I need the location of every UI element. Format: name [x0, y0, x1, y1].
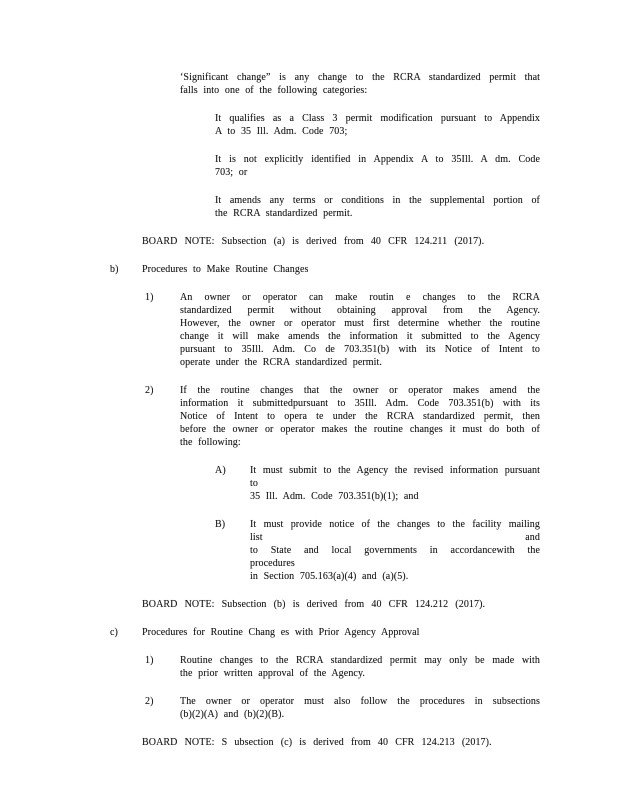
board-note-c: [142, 736, 540, 749]
document-line: It amends any terms or conditions in the supplemental portion of: [215, 195, 540, 206]
subsection-c-heading: [110, 626, 540, 639]
document-line: BOARD NOTE: Subsection (a) is derived from 40 CFR 124.211 (2017).: [142, 236, 485, 247]
document-line: change it will make amends the information it submitted to the Agency: [180, 331, 540, 342]
item-b2A-label: A): [215, 465, 226, 476]
item-c1-label: 1): [145, 655, 154, 666]
item-b1-label: 1): [145, 292, 154, 303]
document-line: 703; or: [215, 167, 248, 178]
document-line: BOARD NOTE: S ubsection (c) is derived from 40 CFR 124.213 (2017).: [142, 737, 492, 748]
item-c2: [145, 695, 540, 721]
document-line: (b)(2)(A) and (b)(2)(B).: [180, 709, 285, 720]
document-line: before the owner or operator makes the routine changes it must do both of: [180, 424, 540, 435]
item-b2-label: 2): [145, 385, 154, 396]
document-line: information it submittedpursuant to 35Ill. Adm. Code 703.351(b) with its: [180, 398, 540, 409]
subsection-b-heading-label: b): [110, 264, 119, 275]
item-c2-label: 2): [145, 696, 154, 707]
document-line: It must provide notice of the changes to the facility mailing list and: [250, 519, 540, 543]
category-item-amends-terms: [215, 194, 540, 220]
document-line: A to 35 Ill. Adm. Code 703;: [215, 126, 348, 137]
category-item-not-identified: [215, 153, 540, 179]
subsection-c-heading-label: c): [110, 627, 118, 638]
document-line: It must submit to the Agency the revised information pursuant to: [250, 465, 540, 489]
document-line: An owner or operator can make routin e changes to the RCRA: [180, 292, 540, 303]
document-line: the RCRA standardized permit.: [215, 208, 353, 219]
document-line: the prior written approval of the Agency.: [180, 668, 366, 679]
item-b2B-label: B): [215, 519, 226, 530]
document-line: 35 Ill. Adm. Code 703.351(b)(1); and: [250, 491, 419, 502]
document-line: the following:: [180, 437, 241, 448]
document-line: BOARD NOTE: Subsection (b) is derived from 40 CFR 124.212 (2017).: [142, 599, 486, 610]
document-line: If the routine changes that the owner or operator makes amend the: [180, 385, 540, 396]
definition-significant-change: [180, 71, 540, 97]
item-b2A: [215, 464, 540, 503]
document-line: However, the owner or operator must first determine whether the routine: [180, 318, 540, 329]
document-line: to State and local governments in accordancewith the procedures: [250, 545, 540, 569]
item-b2B: [215, 518, 540, 583]
document-line: pursuant to 35Ill. Adm. Co de 703.351(b) with its Notice of Intent to: [180, 344, 540, 355]
board-note-b: [142, 598, 540, 611]
document-line: ‘Significant change” is any change to the RCRA standardized permit that: [180, 72, 540, 83]
document-line: The owner or operator must also follow the procedures in subsections: [180, 696, 540, 707]
board-note-a: [142, 235, 540, 248]
document-line: Procedures for Routine Chang es with Prior Agency Approval: [142, 627, 420, 638]
item-c1: [145, 654, 540, 680]
document-line: It is not explicitly identified in Appendix A to 35Ill. A dm. Code: [215, 154, 540, 165]
document-line: Procedures to Make Routine Changes: [142, 264, 309, 275]
document-line: in Section 705.163(a)(4) and (a)(5).: [250, 571, 409, 582]
item-b1: [145, 291, 540, 369]
document-line: Notice of Intent to opera te under the RCRA standardized permit, then: [180, 411, 540, 422]
subsection-b-heading: [110, 263, 540, 276]
item-b2: [145, 384, 540, 449]
document-line: falls into one of the following categories:: [180, 85, 368, 96]
document-line: It qualifies as a Class 3 permit modification pursuant to Appendix: [215, 113, 540, 124]
category-item-class3: [215, 112, 540, 138]
document-line: standardized permit without obtaining approval from the Agency.: [180, 305, 540, 316]
document-line: operate under the RCRA standardized permit.: [180, 357, 383, 368]
document-line: Routine changes to the RCRA standardized permit may only be made with: [180, 655, 540, 666]
